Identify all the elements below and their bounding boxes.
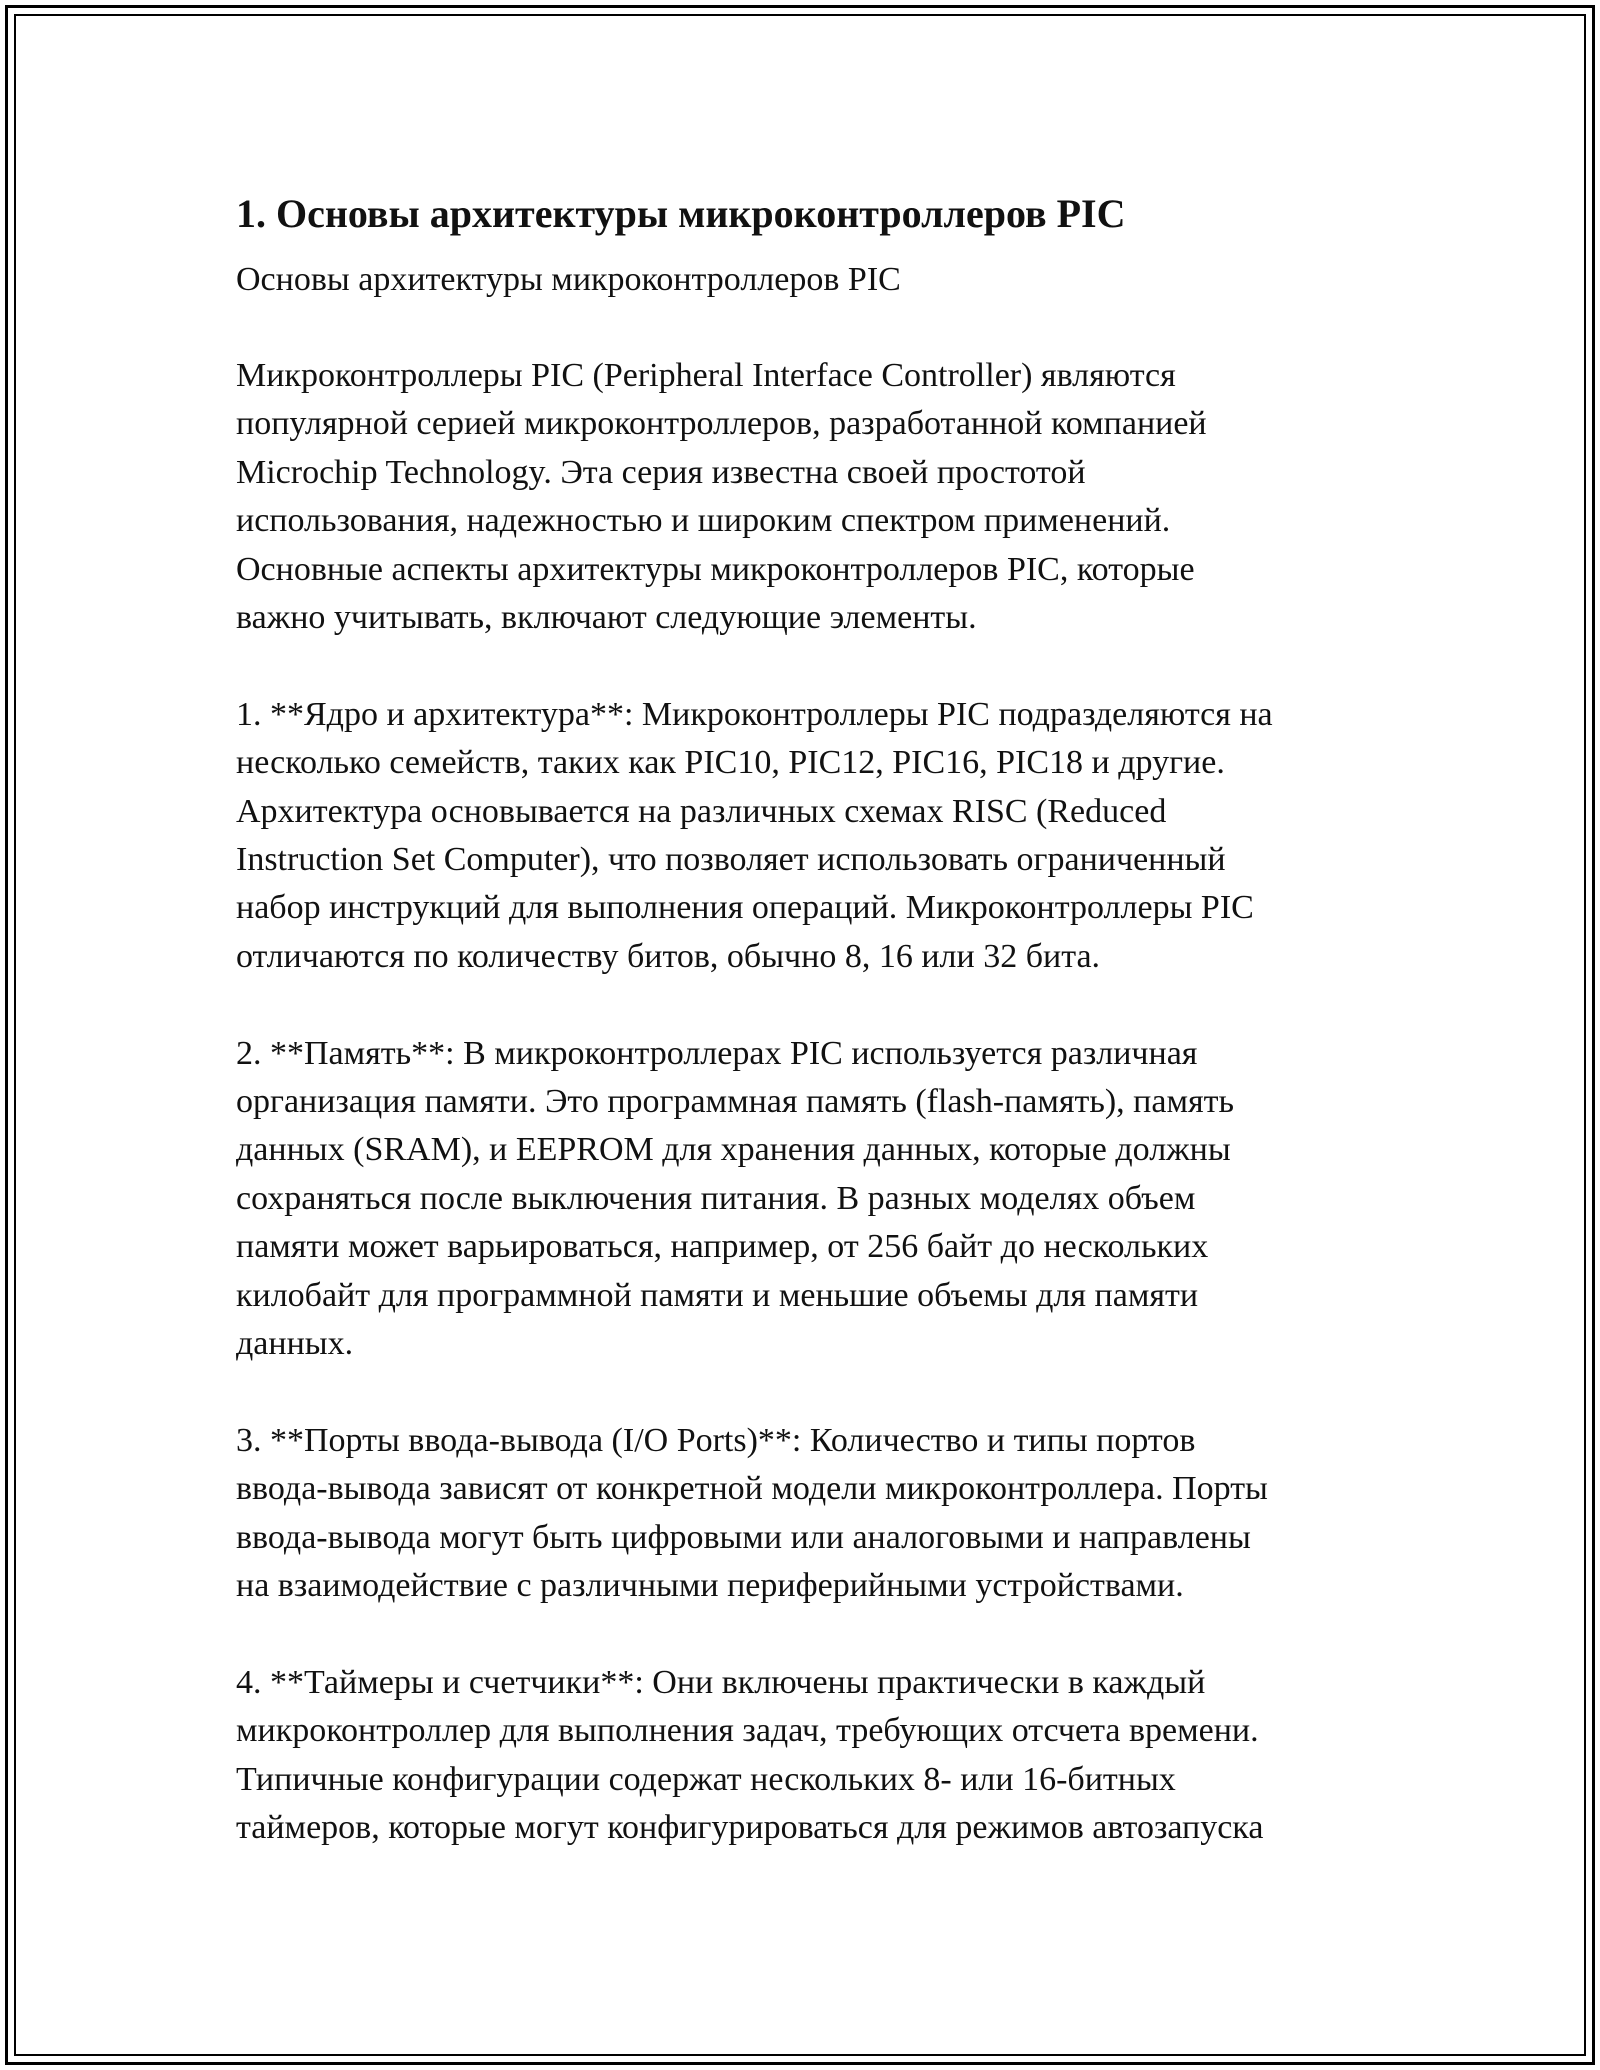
memory-paragraph <box>236 1030 1366 1369</box>
document-body <box>236 186 1366 1901</box>
text-line: организация памяти. Это программная память (flash-память), память <box>236 1083 1234 1121</box>
text-line: 3. **Порты ввода-вывода (I/O Ports)**: Количество и типы портов <box>236 1421 1196 1459</box>
io-ports-paragraph <box>236 1417 1366 1611</box>
text-line: килобайт для программной памяти и меньшие объемы для памяти <box>236 1276 1199 1314</box>
intro-paragraph <box>236 352 1366 642</box>
text-line: популярной серией микроконтроллеров, разработанной компанией <box>236 405 1207 443</box>
text-line: Архитектура основывается на различных схемах RISC (Reduced <box>236 792 1167 830</box>
text-line: на взаимодействие с различными периферийными устройствами. <box>236 1567 1184 1605</box>
text-line: данных (SRAM), и EEPROM для хранения данных, которые должны <box>236 1131 1231 1169</box>
text-line: отличаются по количеству битов, обычно 8, 16 или 32 бита. <box>236 937 1101 975</box>
text-line: несколько семейств, таких как PIC10, PIC12, PIC16, PIC18 и другие. <box>236 744 1225 782</box>
text-line: Instruction Set Computer), что позволяет использовать ограниченный <box>236 841 1226 879</box>
text-line: Microchip Technology. Эта серия известна своей простотой <box>236 453 1086 491</box>
text-line: Микроконтроллеры PIC (Peripheral Interface Controller) являются <box>236 357 1176 394</box>
timers-paragraph <box>236 1659 1366 1853</box>
text-line: набор инструкций для выполнения операций. Микроконтроллеры PIC <box>236 889 1254 927</box>
text-line: важно учитывать, включают следующие элементы. <box>236 599 977 637</box>
text-line: 1. **Ядро и архитектура**: Микроконтроллеры PIC подразделяются на <box>236 695 1273 733</box>
text-line: 2. **Память**: В микроконтроллерах PIC используется различная <box>236 1034 1198 1072</box>
text-line: Основные аспекты архитектуры микроконтроллеров PIC, которые <box>236 550 1195 588</box>
text-line: таймеров, которые могут конфигурироваться для режимов автозапуска <box>236 1809 1264 1847</box>
text-line: ввода-вывода зависят от конкретной модели микроконтроллера. Порты <box>236 1470 1268 1508</box>
text-line: ввода-вывода могут быть цифровыми или аналоговыми и направлены <box>236 1518 1251 1556</box>
text-line: Типичные конфигурации содержат нескольких 8- или 16-битных <box>236 1760 1176 1798</box>
text-line: данных. <box>236 1325 354 1363</box>
text-line: памяти может варьироваться, например, от 256 байт до нескольких <box>236 1228 1209 1266</box>
text-line: 4. **Таймеры и счетчики**: Они включены практически в каждый <box>236 1663 1206 1701</box>
text-line: микроконтроллер для выполнения задач, требующих отсчета времени. <box>236 1712 1259 1750</box>
text-line: использования, надежностью и широким спектром применений. <box>236 502 1171 540</box>
text-line: сохраняться после выключения питания. В разных моделях объем <box>236 1179 1196 1217</box>
section-heading: 1. Основы архитектуры микроконтроллеров PIC <box>236 191 1126 236</box>
section-subtitle: Основы архитектуры микроконтроллеров PIC <box>236 261 901 298</box>
core-architecture-paragraph <box>236 691 1366 981</box>
